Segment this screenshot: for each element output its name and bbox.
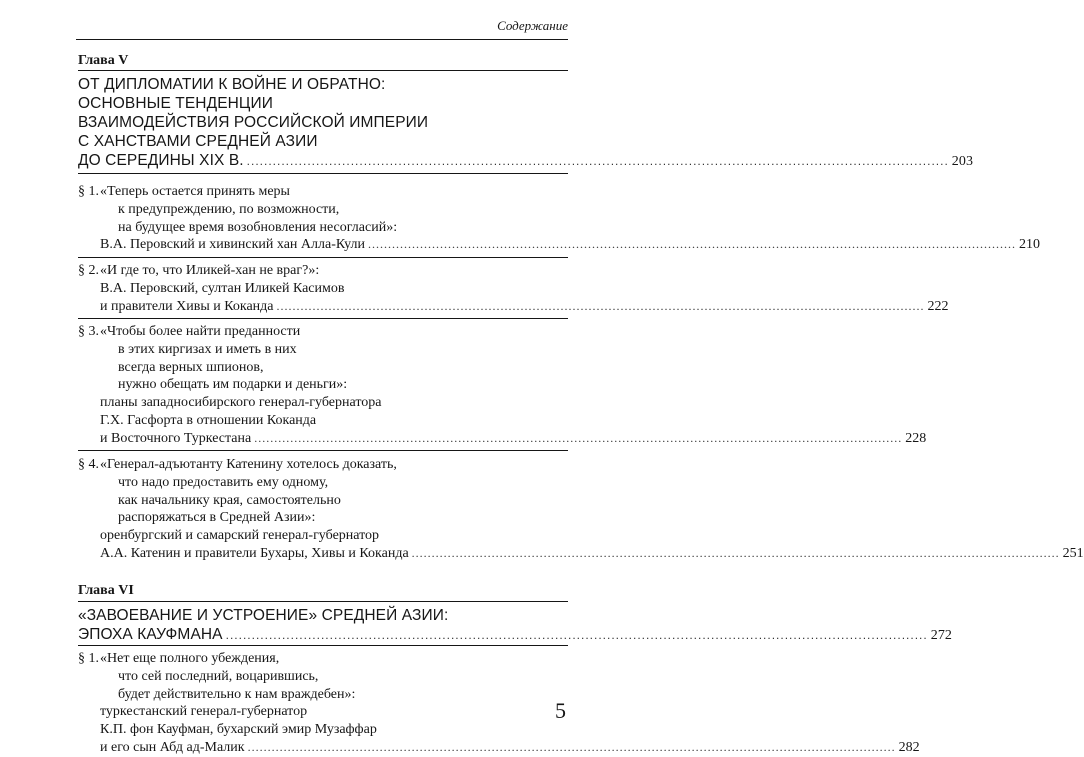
section-number: § 1. bbox=[78, 184, 99, 199]
toc-entry-ch5-s3[interactable] bbox=[78, 323, 927, 448]
page-ref: 203 bbox=[951, 154, 974, 169]
entry-last-line: и его сын Абд ад-Малик bbox=[100, 739, 245, 755]
quote-line: «Чтобы более найти преданности bbox=[100, 324, 301, 339]
chapter-6-title[interactable] bbox=[78, 606, 953, 645]
page-ref: 210 bbox=[1019, 237, 1041, 253]
entry-last-line: В.А. Перовский и хивинский хан Алла-Кули bbox=[100, 237, 366, 253]
entry-leader-line bbox=[100, 739, 920, 757]
chapter-5-label: Глава V bbox=[78, 53, 129, 68]
chapter-5-rule bbox=[78, 70, 568, 71]
quote-line: нужно обещать им подарки и деньги»: bbox=[118, 377, 348, 393]
page-ref: 272 bbox=[930, 628, 953, 643]
body-line: оренбургский и самарский генерал-губернатор bbox=[100, 528, 380, 544]
title-line: ВЗАИМОДЕЙСТВИЯ РОССИЙСКОЙ ИМПЕРИИ bbox=[78, 114, 429, 131]
entry-leader-line bbox=[100, 430, 927, 448]
toc-entry-ch6-s1[interactable] bbox=[78, 650, 920, 757]
title-line: «ЗАВОЕВАНИЕ И УСТРОЕНИЕ» СРЕДНЕЙ АЗИИ: bbox=[78, 607, 449, 624]
dot-leader: .................................................................................................................................................................. bbox=[368, 237, 1017, 252]
entry-leader-line bbox=[100, 298, 949, 316]
toc-entry-ch5-s1[interactable] bbox=[78, 183, 1041, 254]
quote-line: к предупреждению, по возможности, bbox=[118, 201, 340, 217]
title-leader-line bbox=[78, 625, 953, 645]
chapter-6-rule bbox=[78, 601, 568, 602]
dot-leader: .................................................................................................................................................................. bbox=[247, 739, 896, 754]
quote-line: будет действительно к нам враждебен»: bbox=[118, 686, 356, 702]
section-rule bbox=[78, 450, 568, 451]
page-ref: 251 bbox=[1062, 545, 1084, 561]
body-line: Г.Х. Гасфорта в отношении Коканда bbox=[100, 412, 317, 428]
quote-line: на будущее время возобновления несогласий»: bbox=[118, 219, 398, 235]
chapter-5-title-rule bbox=[78, 173, 568, 174]
quote-line: как начальнику края, самостоятельно bbox=[118, 492, 341, 508]
section-rule bbox=[78, 318, 568, 319]
dot-leader: .................................................................................................................................................................. bbox=[276, 298, 925, 313]
title-leader-line bbox=[78, 151, 974, 171]
quote-line: что надо предоставить ему одному, bbox=[118, 474, 329, 490]
page-ref: 222 bbox=[927, 298, 949, 314]
section-number: § 2. bbox=[78, 263, 99, 278]
dot-leader: .................................................................................................................................................................. bbox=[411, 545, 1060, 560]
dot-leader: .................................................................................................................................................................. bbox=[225, 628, 928, 642]
page-number: 5 bbox=[555, 698, 566, 723]
title-line: ОТ ДИПЛОМАТИИ К ВОЙНЕ И ОБРАТНО: bbox=[78, 76, 386, 93]
chapter-6-label: Глава VI bbox=[78, 583, 134, 598]
entry-last-line: А.А. Катенин и правители Бухары, Хивы и Коканда bbox=[100, 545, 409, 561]
title-line: С ХАНСТВАМИ СРЕДНЕЙ АЗИИ bbox=[78, 133, 318, 150]
page-ref: 228 bbox=[905, 430, 927, 446]
quote-line: распоряжаться в Средней Азии»: bbox=[118, 510, 316, 526]
entry-leader-line bbox=[100, 545, 1084, 563]
quote-line: «Нет еще полного убеждения, bbox=[100, 651, 280, 666]
quote-line: всегда верных шпионов, bbox=[118, 359, 264, 375]
page-ref: 282 bbox=[898, 739, 920, 755]
toc-entry-ch5-s4[interactable] bbox=[78, 456, 1084, 563]
body-line: туркестанский генерал-губернатор bbox=[100, 704, 308, 720]
toc-entry-ch5-s2[interactable] bbox=[78, 262, 949, 315]
title-line: ЭПОХА КАУФМАНА bbox=[78, 626, 223, 643]
quote-line: «И где то, что Иликей-хан не враг?»: bbox=[100, 263, 320, 278]
title-line: ОСНОВНЫЕ ТЕНДЕНЦИИ bbox=[78, 95, 273, 112]
body-line: В.А. Перовский, султан Иликей Касимов bbox=[100, 280, 345, 296]
running-head: Содержание bbox=[497, 18, 568, 33]
quote-line: «Генерал-адъютанту Катенину хотелось доказать, bbox=[100, 457, 397, 472]
dot-leader: .................................................................................................................................................................. bbox=[246, 154, 949, 168]
section-rule bbox=[78, 257, 568, 258]
entry-last-line: и правители Хивы и Коканда bbox=[100, 298, 274, 314]
quote-line: что сей последний, воцарившись, bbox=[118, 668, 319, 684]
section-number: § 1. bbox=[78, 651, 99, 666]
entry-leader-line bbox=[100, 236, 1041, 254]
section-number: § 4. bbox=[78, 457, 99, 472]
quote-line: в этих киргизах и иметь в них bbox=[118, 341, 297, 357]
chapter-5-title[interactable] bbox=[78, 75, 974, 171]
chapter-6-title-rule bbox=[78, 645, 568, 646]
body-line: К.П. фон Кауфман, бухарский эмир Музаффар bbox=[100, 722, 377, 738]
section-number: § 3. bbox=[78, 324, 99, 339]
entry-last-line: и Восточного Туркестана bbox=[100, 430, 252, 446]
header-rule bbox=[76, 39, 568, 40]
body-line: планы западносибирского генерал-губернатора bbox=[100, 395, 382, 411]
dot-leader: .................................................................................................................................................................. bbox=[254, 430, 903, 445]
title-line: ДО СЕРЕДИНЫ XIX В. bbox=[78, 152, 244, 169]
quote-line: «Теперь остается принять меры bbox=[100, 184, 290, 199]
